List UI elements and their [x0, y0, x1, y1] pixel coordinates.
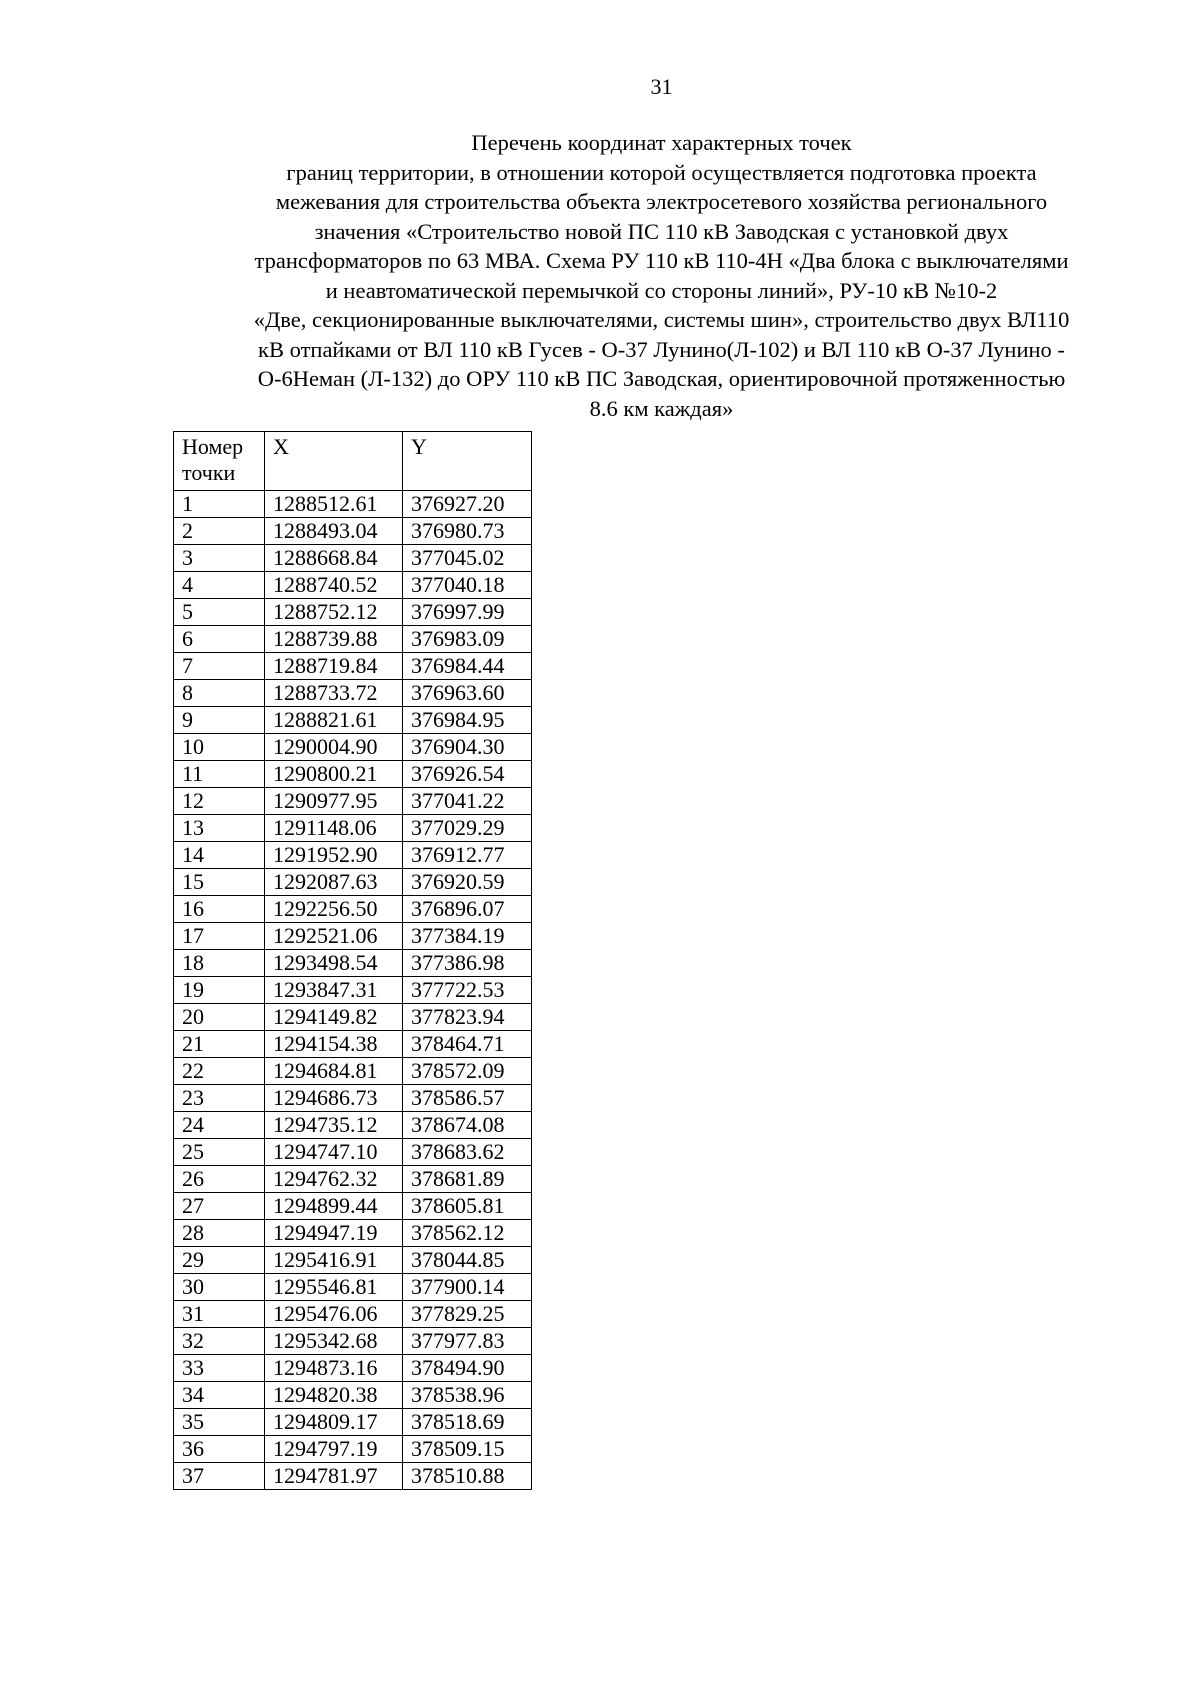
table-row — [174, 680, 532, 707]
table-row — [174, 653, 532, 680]
x-coordinate-cell: 1295476.06 — [265, 1301, 403, 1328]
y-coordinate-cell: 378683.62 — [403, 1139, 532, 1166]
column-header-y: Y — [403, 432, 532, 491]
x-coordinate-cell: 1290004.90 — [265, 734, 403, 761]
table-row — [174, 626, 532, 653]
x-coordinate-cell: 1293847.31 — [265, 977, 403, 1004]
y-coordinate-cell: 378464.71 — [403, 1031, 532, 1058]
point-number-cell: 8 — [174, 680, 265, 707]
table-row — [174, 1112, 532, 1139]
y-coordinate-cell: 377823.94 — [403, 1004, 532, 1031]
document-heading — [150, 128, 1173, 423]
x-coordinate-cell: 1290977.95 — [265, 788, 403, 815]
table-row — [174, 1355, 532, 1382]
y-coordinate-cell: 377386.98 — [403, 950, 532, 977]
point-number-cell: 34 — [174, 1382, 265, 1409]
x-coordinate-cell: 1288719.84 — [265, 653, 403, 680]
y-coordinate-cell: 378044.85 — [403, 1247, 532, 1274]
point-number-cell: 28 — [174, 1220, 265, 1247]
y-coordinate-cell: 378605.81 — [403, 1193, 532, 1220]
y-coordinate-cell: 377029.29 — [403, 815, 532, 842]
x-coordinate-cell: 1294686.73 — [265, 1085, 403, 1112]
x-coordinate-cell: 1294735.12 — [265, 1112, 403, 1139]
point-number-cell: 35 — [174, 1409, 265, 1436]
table-row — [174, 923, 532, 950]
x-coordinate-cell: 1294899.44 — [265, 1193, 403, 1220]
heading-line: О-6Неман (Л-132) до ОРУ 110 кВ ПС Заводская, ориентировочной протяженностью — [257, 366, 1066, 391]
table-row — [174, 1382, 532, 1409]
table-row — [174, 734, 532, 761]
y-coordinate-cell: 377722.53 — [403, 977, 532, 1004]
x-coordinate-cell: 1295416.91 — [265, 1247, 403, 1274]
x-coordinate-cell: 1294947.19 — [265, 1220, 403, 1247]
heading-line: трансформаторов по 63 МВА. Схема РУ 110 кВ 110-4Н «Два блока с выключателями — [254, 248, 1069, 273]
y-coordinate-cell: 377977.83 — [403, 1328, 532, 1355]
table-row — [174, 869, 532, 896]
y-coordinate-cell: 376984.95 — [403, 707, 532, 734]
x-coordinate-cell: 1288493.04 — [265, 518, 403, 545]
point-number-cell: 36 — [174, 1436, 265, 1463]
table-row — [174, 545, 532, 572]
x-coordinate-cell: 1294797.19 — [265, 1436, 403, 1463]
y-coordinate-cell: 377900.14 — [403, 1274, 532, 1301]
table-row — [174, 1409, 532, 1436]
point-number-cell: 15 — [174, 869, 265, 896]
x-coordinate-cell: 1288752.12 — [265, 599, 403, 626]
y-coordinate-cell: 378681.89 — [403, 1166, 532, 1193]
y-coordinate-cell: 376983.09 — [403, 626, 532, 653]
x-coordinate-cell: 1294781.97 — [265, 1463, 403, 1490]
table-row — [174, 1031, 532, 1058]
point-number-cell: 22 — [174, 1058, 265, 1085]
point-number-cell: 21 — [174, 1031, 265, 1058]
point-number-cell: 37 — [174, 1463, 265, 1490]
point-number-cell: 3 — [174, 545, 265, 572]
point-number-cell: 14 — [174, 842, 265, 869]
table-row — [174, 1004, 532, 1031]
y-coordinate-cell: 376926.54 — [403, 761, 532, 788]
point-number-cell: 18 — [174, 950, 265, 977]
x-coordinate-cell: 1292521.06 — [265, 923, 403, 950]
heading-line: и неавтоматической перемычкой со стороны линий», РУ-10 кВ №10-2 — [325, 277, 998, 303]
table-row — [174, 977, 532, 1004]
heading-line: кВ отпайками от ВЛ 110 кВ Гусев - О-37 Лунино(Л-102) и ВЛ 110 кВ О-37 Лунино - — [258, 336, 1065, 362]
table-row — [174, 1058, 532, 1085]
point-number-cell: 20 — [174, 1004, 265, 1031]
y-coordinate-cell: 378494.90 — [403, 1355, 532, 1382]
y-coordinate-cell: 376927.20 — [403, 491, 532, 518]
x-coordinate-cell: 1293498.54 — [265, 950, 403, 977]
x-coordinate-cell: 1295342.68 — [265, 1328, 403, 1355]
table-row — [174, 950, 532, 977]
point-number-cell: 27 — [174, 1193, 265, 1220]
point-number-cell: 25 — [174, 1139, 265, 1166]
y-coordinate-cell: 377040.18 — [403, 572, 532, 599]
heading-line: межевания для строительства объекта электросетевого хозяйства регионального — [275, 189, 1048, 214]
y-coordinate-cell: 378509.15 — [403, 1436, 532, 1463]
x-coordinate-cell: 1294154.38 — [265, 1031, 403, 1058]
point-number-cell: 2 — [174, 518, 265, 545]
heading-line: «Две, секционированные выключателями, системы шин», строительство двух ВЛ110 — [253, 307, 1070, 332]
x-coordinate-cell: 1291952.90 — [265, 842, 403, 869]
point-number-cell: 31 — [174, 1301, 265, 1328]
table-row — [174, 1463, 532, 1490]
point-number-cell: 23 — [174, 1085, 265, 1112]
point-number-cell: 5 — [174, 599, 265, 626]
point-number-cell: 4 — [174, 572, 265, 599]
y-coordinate-cell: 377045.02 — [403, 545, 532, 572]
x-coordinate-cell: 1288739.88 — [265, 626, 403, 653]
table-row — [174, 1166, 532, 1193]
x-coordinate-cell: 1294149.82 — [265, 1004, 403, 1031]
table-row — [174, 707, 532, 734]
page-number: 31 — [650, 74, 673, 99]
coordinates-table — [173, 431, 532, 1490]
point-number-cell: 17 — [174, 923, 265, 950]
heading-line: 8.6 км каждая» — [589, 395, 734, 421]
table-row — [174, 896, 532, 923]
point-number-cell: 13 — [174, 815, 265, 842]
x-coordinate-cell: 1292256.50 — [265, 896, 403, 923]
table-row — [174, 1274, 532, 1301]
table-row — [174, 491, 532, 518]
point-number-cell: 7 — [174, 653, 265, 680]
point-number-cell: 30 — [174, 1274, 265, 1301]
table-row — [174, 518, 532, 545]
y-coordinate-cell: 376920.59 — [403, 869, 532, 896]
table-row — [174, 1328, 532, 1355]
y-coordinate-cell: 376980.73 — [403, 518, 532, 545]
heading-line: границ территории, в отношении которой осуществляется подготовка проекта — [286, 159, 1037, 185]
point-number-cell: 29 — [174, 1247, 265, 1274]
x-coordinate-cell: 1294747.10 — [265, 1139, 403, 1166]
heading-line: значения «Строительство новой ПС 110 кВ Заводская с установкой двух — [314, 218, 1009, 244]
point-number-cell: 26 — [174, 1166, 265, 1193]
point-number-cell: 19 — [174, 977, 265, 1004]
table-header-row — [174, 432, 532, 491]
x-coordinate-cell: 1292087.63 — [265, 869, 403, 896]
point-number-cell: 10 — [174, 734, 265, 761]
column-header-point-number: Номер точки — [174, 432, 265, 491]
table-row — [174, 1085, 532, 1112]
y-coordinate-cell: 376912.77 — [403, 842, 532, 869]
table-row — [174, 1436, 532, 1463]
y-coordinate-cell: 378572.09 — [403, 1058, 532, 1085]
y-coordinate-cell: 378518.69 — [403, 1409, 532, 1436]
x-coordinate-cell: 1294809.17 — [265, 1409, 403, 1436]
table-row — [174, 788, 532, 815]
x-coordinate-cell: 1288821.61 — [265, 707, 403, 734]
point-number-cell: 12 — [174, 788, 265, 815]
y-coordinate-cell: 378586.57 — [403, 1085, 532, 1112]
x-coordinate-cell: 1288733.72 — [265, 680, 403, 707]
y-coordinate-cell: 376963.60 — [403, 680, 532, 707]
point-number-cell: 6 — [174, 626, 265, 653]
y-coordinate-cell: 376904.30 — [403, 734, 532, 761]
y-coordinate-cell: 378562.12 — [403, 1220, 532, 1247]
y-coordinate-cell: 378538.96 — [403, 1382, 532, 1409]
x-coordinate-cell: 1294762.32 — [265, 1166, 403, 1193]
point-number-cell: 32 — [174, 1328, 265, 1355]
table-row — [174, 1139, 532, 1166]
y-coordinate-cell: 378510.88 — [403, 1463, 532, 1490]
table-row — [174, 1220, 532, 1247]
table-row — [174, 815, 532, 842]
table-row — [174, 1247, 532, 1274]
point-number-cell: 11 — [174, 761, 265, 788]
y-coordinate-cell: 376896.07 — [403, 896, 532, 923]
x-coordinate-cell: 1290800.21 — [265, 761, 403, 788]
heading-line: Перечень координат характерных точек — [471, 130, 852, 155]
point-number-cell: 9 — [174, 707, 265, 734]
table-row — [174, 761, 532, 788]
x-coordinate-cell: 1294820.38 — [265, 1382, 403, 1409]
y-coordinate-cell: 378674.08 — [403, 1112, 532, 1139]
table-row — [174, 572, 532, 599]
x-coordinate-cell: 1294684.81 — [265, 1058, 403, 1085]
y-coordinate-cell: 376984.44 — [403, 653, 532, 680]
x-coordinate-cell: 1288512.61 — [265, 491, 403, 518]
x-coordinate-cell: 1295546.81 — [265, 1274, 403, 1301]
table-row — [174, 1301, 532, 1328]
y-coordinate-cell: 376997.99 — [403, 599, 532, 626]
table-row — [174, 1193, 532, 1220]
table-row — [174, 842, 532, 869]
x-coordinate-cell: 1294873.16 — [265, 1355, 403, 1382]
point-number-cell: 33 — [174, 1355, 265, 1382]
point-number-cell: 1 — [174, 491, 265, 518]
x-coordinate-cell: 1291148.06 — [265, 815, 403, 842]
x-coordinate-cell: 1288668.84 — [265, 545, 403, 572]
x-coordinate-cell: 1288740.52 — [265, 572, 403, 599]
y-coordinate-cell: 377041.22 — [403, 788, 532, 815]
column-header-x: X — [265, 432, 403, 491]
point-number-cell: 24 — [174, 1112, 265, 1139]
table-row — [174, 599, 532, 626]
y-coordinate-cell: 377384.19 — [403, 923, 532, 950]
y-coordinate-cell: 377829.25 — [403, 1301, 532, 1328]
point-number-cell: 16 — [174, 896, 265, 923]
